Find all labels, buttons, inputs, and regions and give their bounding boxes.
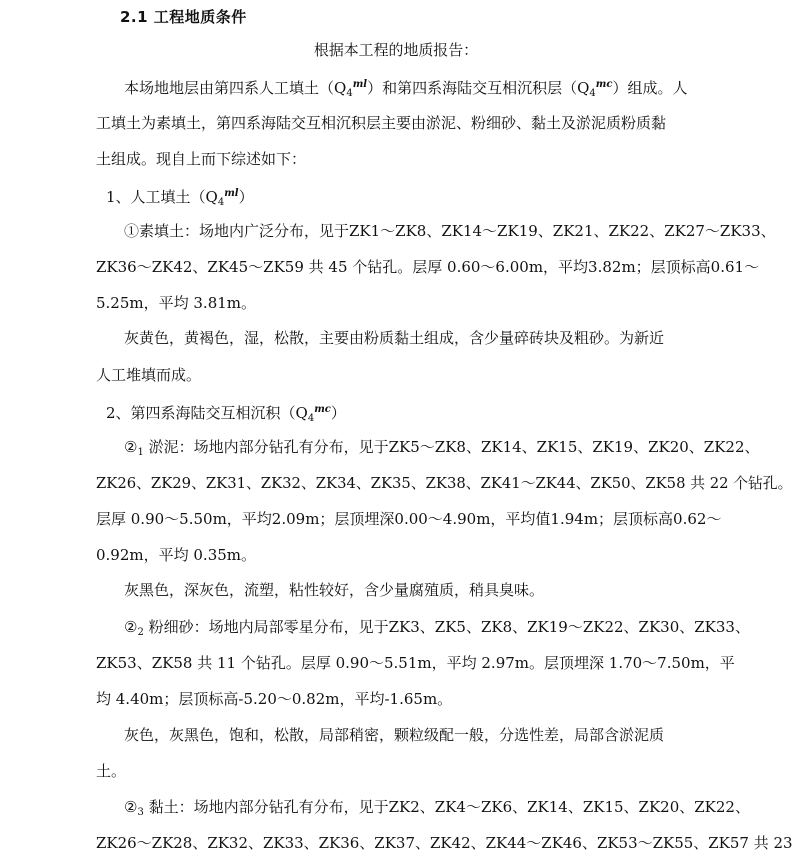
formula-q4ml: $_4^{ml}$ xyxy=(217,188,239,208)
layer22-line3: 均 4.40m；层顶标高-5.20～0.82m，平均-1.65m。 xyxy=(96,690,453,708)
layer23-mark: ② xyxy=(124,798,138,816)
desc1-line2: 人工堆填而成。 xyxy=(96,366,202,384)
layer22-line2: ZK53、ZK58 共 11 个钻孔。层厚 0.90～5.51m，平均 2.97m。层顶埋深 1.70～7.50m，平 xyxy=(96,654,735,672)
desc22-line1: 灰色，灰黑色，饱和，松散，局部稍密，颗粒级配一般，分选性差，局部含淤泥质 xyxy=(124,726,665,744)
layer1-line2: ZK36～ZK42、ZK45～ZK59 共 45 个钻孔。层厚 0.60～6.00m，平均3.82m；层顶标高0.61～ xyxy=(96,258,760,276)
subsection-1-title: 1、人工填土$(Q_4^{ml})$ xyxy=(106,188,254,208)
layer22-line1: $②_2$ 粉细砂：场地内局部零星分布，见于ZK3、ZK5、ZK8、ZK19～ZK22、ZK30、ZK33、 xyxy=(124,618,750,638)
layer23-line1: $②_3$ 黏土：场地内部分钻孔有分布，见于ZK2、ZK4～ZK6、ZK14、ZK15、ZK20、ZK22、 xyxy=(124,798,750,818)
para1-line3: 土组成。现自上而下综述如下： xyxy=(96,150,307,168)
desc22-line2: 土。 xyxy=(96,762,127,780)
para1-text-a: 本场地地层由第四系人工填土（Q xyxy=(124,79,347,97)
para1-text-b: ）和第四系海陆交互相沉积层（Q xyxy=(367,79,590,97)
layer23-line2: ZK26～ZK28、ZK32、ZK33、ZK36、ZK37、ZK42、ZK44～ZK46、ZK53～ZK55、ZK57 共 23 xyxy=(96,834,793,852)
layer21-line3: 层厚 0.90～5.50m，平均2.09m；层顶埋深0.00～4.90m，平均值1.94m；层顶标高0.62～ xyxy=(96,510,722,528)
para1-line1 xyxy=(124,75,687,104)
formula-q4mc: $_4^{mc}$ xyxy=(589,79,613,99)
layer22-mark: ② xyxy=(124,618,138,636)
layer1-line3: 5.25m，平均 3.81m。 xyxy=(96,294,257,312)
intro-line: 根据本工程的地质报告： xyxy=(313,41,479,59)
layer1-line1: ①素填土：场地内广泛分布，见于ZK1～ZK8、ZK14～ZK19、ZK21、ZK22、ZK27～ZK33、 xyxy=(124,222,776,240)
layer21-line1: $②_1$ 淤泥：场地内部分钻孔有分布，见于ZK5～ZK8、ZK14、ZK15、ZK19、ZK20、ZK22、 xyxy=(124,438,760,458)
formula-q4mc: $_4^{mc}$ xyxy=(307,404,331,424)
layer21-mark: ② xyxy=(124,438,138,456)
desc1-line1: 灰黄色，黄褐色，湿，松散，主要由粉质黏土组成，含少量碎砖块及粗砂。为新近 xyxy=(124,329,665,347)
desc21-line1: 灰黑色，深灰色，流塑，粘性较好，含少量腐殖质，稍具臭味。 xyxy=(124,581,545,599)
layer21-line4: 0.92m，平均 0.35m。 xyxy=(96,546,257,564)
formula-q4ml: $_4^{ml}$ xyxy=(346,79,368,99)
section-heading: 2.1 工程地质条件 xyxy=(120,8,247,26)
layer21-line2: ZK26、ZK29、ZK31、ZK32、ZK34、ZK35、ZK38、ZK41～ZK44、ZK50、ZK58 共 22 个钻孔。 xyxy=(96,474,793,492)
para1-text-c: ）组成。人 xyxy=(612,79,688,97)
subsection-2-title: 2、第四系海陆交互相沉积$(Q_4^{mc})$ xyxy=(106,404,346,424)
para1-line2: 工填土为素填土，第四系海陆交互相沉积层主要由淤泥、粉细砂、黏土及淤泥质粉质黏 xyxy=(96,114,667,132)
